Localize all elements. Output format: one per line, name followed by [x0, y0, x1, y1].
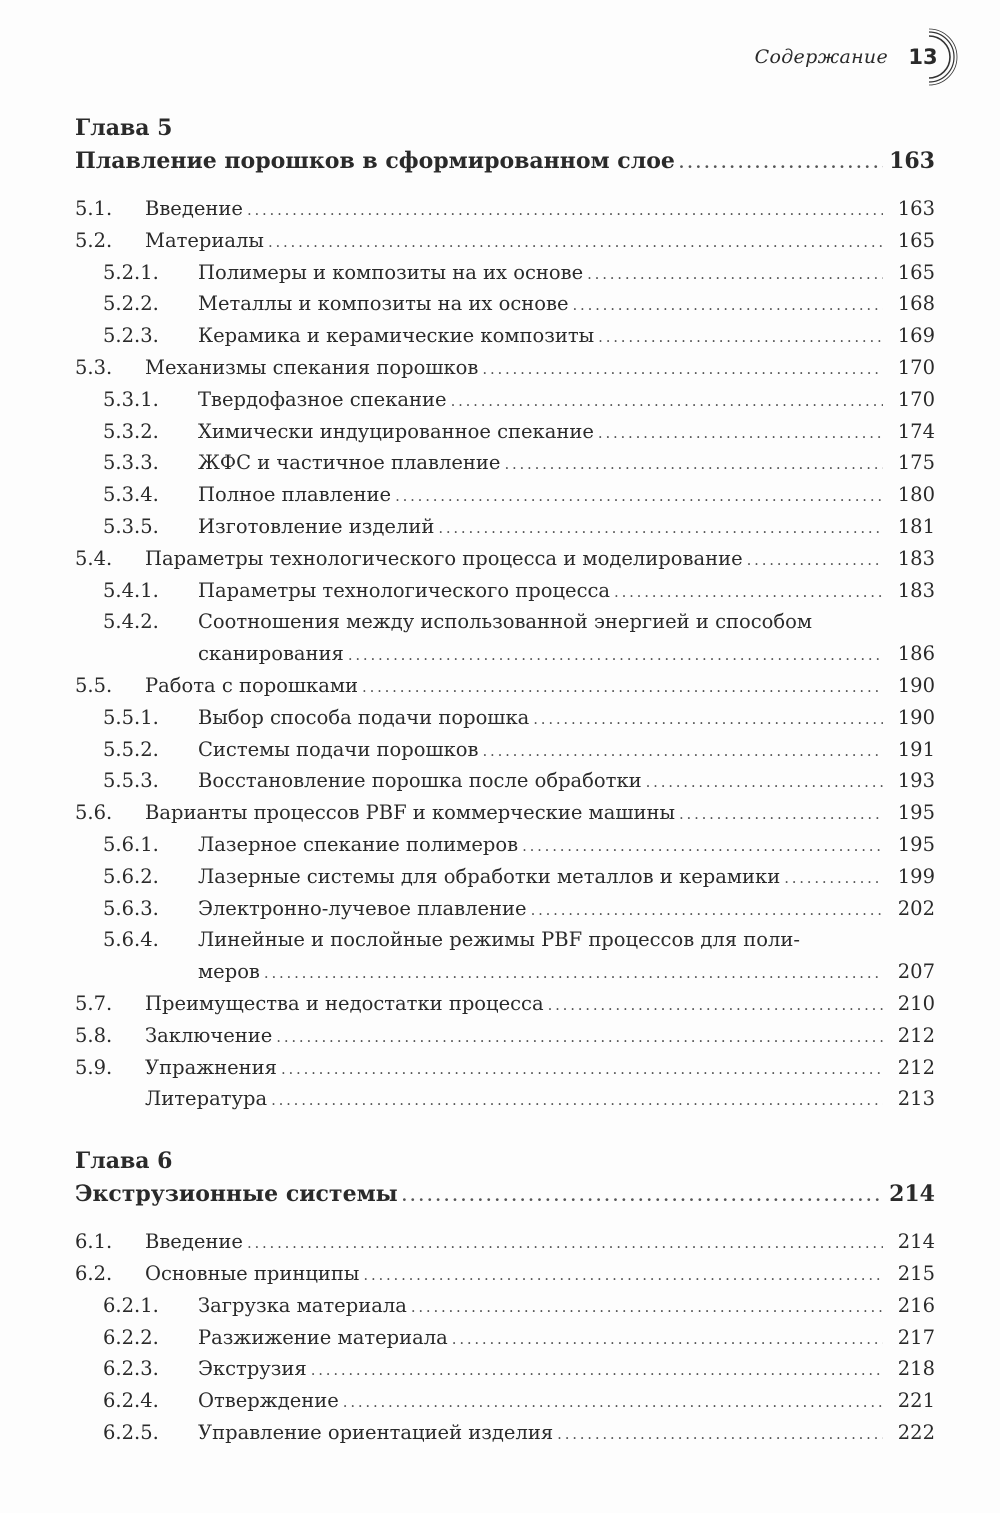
entry-page: 193 — [897, 769, 935, 793]
dot-leader — [411, 1292, 883, 1324]
entry-page: 175 — [897, 451, 935, 475]
toc-entry[interactable] — [75, 829, 935, 861]
entry-number: 5.5. — [75, 673, 113, 697]
entry-page: 168 — [897, 292, 935, 316]
entry-title: Восстановление порошка после обработки — [198, 769, 642, 793]
entry-page: 216 — [897, 1293, 935, 1317]
entry-number: 5.4. — [75, 546, 113, 570]
dot-leader — [747, 545, 883, 577]
dot-leader — [598, 322, 883, 354]
toc-entry[interactable] — [75, 225, 935, 257]
entry-number: 5.3.4. — [103, 483, 159, 507]
dot-leader — [598, 418, 883, 450]
entry-number: 5.3.3. — [103, 451, 159, 475]
page-number-badge — [900, 28, 958, 86]
chapter-5 — [75, 112, 935, 1115]
entry-title: Системы подачи порошков — [198, 737, 479, 761]
toc-entry[interactable] — [75, 511, 935, 543]
entry-page: 190 — [897, 673, 935, 697]
dot-leader — [482, 354, 883, 386]
entry-page: 212 — [897, 1023, 935, 1047]
toc-entry[interactable] — [75, 1020, 935, 1052]
entry-title: Экструзия — [198, 1357, 307, 1381]
entry-page: 180 — [897, 483, 935, 507]
entry-title: Лазерное спекание полимеров — [198, 832, 519, 856]
entry-page: 174 — [897, 419, 935, 443]
dot-leader — [438, 513, 883, 545]
entry-title: Управление ориентацией изделия — [198, 1420, 554, 1444]
entry-title: ЖФС и частичное плавление — [198, 451, 501, 475]
entry-number: 5.6.3. — [103, 896, 159, 920]
chapter-title: Плавление порошков в сформированном слое — [75, 148, 675, 174]
entry-page: 169 — [897, 324, 935, 348]
dot-leader — [587, 259, 883, 291]
dot-leader — [348, 640, 883, 672]
toc-entry[interactable] — [75, 320, 935, 352]
toc-entry[interactable] — [75, 988, 935, 1020]
entry-number: 6.2.1. — [103, 1293, 159, 1317]
entry-number: 5.4.1. — [103, 578, 159, 602]
toc-entry[interactable] — [75, 416, 935, 448]
entry-title: Упражнения — [145, 1055, 277, 1079]
chapter-title-row[interactable] — [75, 145, 935, 178]
entry-title: Параметры технологического процесса — [198, 578, 611, 602]
entry-page: 191 — [897, 737, 935, 761]
entry-number: 5.2.3. — [103, 324, 159, 348]
toc-entry[interactable] — [75, 1258, 935, 1290]
entry-page: 207 — [897, 960, 935, 984]
entry-title: Механизмы спекания порошков — [145, 355, 479, 379]
entry-page: 186 — [897, 642, 935, 666]
dot-leader — [548, 990, 883, 1022]
dot-leader — [679, 147, 883, 180]
dot-leader — [247, 1228, 883, 1260]
entry-title: Химически индуцированное спекание — [198, 419, 594, 443]
entry-number: 5.6.2. — [103, 864, 159, 888]
entry-number: 5.9. — [75, 1055, 113, 1079]
entry-number: 5.5.1. — [103, 705, 159, 729]
toc-entry[interactable] — [75, 1290, 935, 1322]
entry-number: 6.1. — [75, 1230, 113, 1254]
entry-page: 183 — [897, 578, 935, 602]
entry-number: 6.2.3. — [103, 1357, 159, 1381]
toc-entry[interactable] — [75, 1417, 935, 1449]
entry-title: Параметры технологического процесса и моделирование — [145, 546, 743, 570]
chapter-label: Глава 6 — [75, 1148, 173, 1175]
entry-page: 214 — [897, 1230, 935, 1254]
entry-page: 221 — [897, 1389, 935, 1413]
entry-title: Твердофазное спекание — [198, 387, 447, 411]
entry-title: Разжижение материала — [198, 1325, 448, 1349]
dot-leader — [679, 799, 883, 831]
toc-entry[interactable] — [75, 797, 935, 829]
toc-entry[interactable] — [75, 702, 935, 734]
entry-title: Преимущества и недостатки процесса — [145, 991, 544, 1015]
entry-page: 218 — [897, 1357, 935, 1381]
dot-leader — [646, 767, 883, 799]
entry-title: Варианты процессов PBF и коммерческие машины — [145, 801, 675, 825]
entry-page: 195 — [897, 832, 935, 856]
dot-leader — [504, 449, 883, 481]
toc-entry[interactable] — [75, 1226, 935, 1258]
toc-entry[interactable] — [75, 257, 935, 289]
toc-entry[interactable] — [75, 575, 935, 607]
chapter-label: Глава 5 — [75, 115, 173, 141]
entry-title: Соотношения между использованной энергией и способом — [198, 610, 813, 634]
entry-page: 165 — [897, 260, 935, 284]
entry-title: Работа с порошками — [145, 673, 359, 697]
dot-leader — [557, 1419, 883, 1451]
dot-leader — [533, 704, 883, 736]
entry-page: 170 — [897, 387, 935, 411]
toc-entry[interactable] — [75, 1385, 935, 1417]
entry-title: Линейные и послойные режимы PBF процессов для поли- — [198, 928, 800, 952]
dot-leader — [268, 227, 883, 259]
toc-entry[interactable] — [75, 893, 935, 925]
entry-number: 5.3.5. — [103, 514, 159, 538]
entry-page: 170 — [897, 355, 935, 379]
entry-number: 5.6.1. — [103, 832, 159, 856]
entry-title: Литература — [145, 1087, 268, 1111]
entry-number: 5.5.2. — [103, 737, 159, 761]
chapter-page: 163 — [889, 148, 935, 174]
dot-leader — [281, 1054, 883, 1086]
toc-entry-continuation[interactable] — [75, 956, 935, 988]
dot-leader — [452, 1324, 883, 1356]
entry-title: Керамика и керамические композиты — [198, 324, 595, 348]
entry-number: 5.6. — [75, 801, 113, 825]
entry-page: 217 — [897, 1325, 935, 1349]
dot-leader — [395, 481, 883, 513]
entry-number: 6.2. — [75, 1261, 113, 1285]
toc-entry[interactable] — [75, 352, 935, 384]
entry-title: Введение — [145, 1230, 243, 1254]
dot-leader — [483, 736, 883, 768]
entry-page: 165 — [897, 228, 935, 252]
entry-title-continuation: меров — [198, 960, 260, 984]
dot-leader — [451, 386, 883, 418]
entry-number: 5.8. — [75, 1023, 113, 1047]
entry-page: 199 — [897, 864, 935, 888]
entry-page: 210 — [897, 991, 935, 1015]
toc-entry[interactable] — [75, 1322, 935, 1354]
page-header — [755, 28, 958, 86]
entry-title: Введение — [145, 197, 243, 220]
entry-number: 5.3.2. — [103, 419, 159, 443]
toc-entry[interactable] — [75, 384, 935, 416]
entry-title: Загрузка материала — [198, 1293, 407, 1317]
entry-page: 183 — [897, 546, 935, 570]
dot-leader — [522, 831, 883, 863]
toc-entry-continuation[interactable] — [75, 638, 935, 670]
table-of-contents — [75, 112, 935, 1479]
dot-leader — [784, 863, 883, 895]
dot-leader — [311, 1355, 883, 1387]
chapter-page: 214 — [889, 1181, 935, 1208]
entry-number: 5.4.2. — [103, 610, 159, 634]
entry-title: Отверждение — [198, 1389, 339, 1413]
entry-title: Лазерные системы для обработки металлов и керамики — [198, 864, 781, 888]
dot-leader — [276, 1022, 883, 1054]
entry-title: Электронно-лучевое плавление — [198, 896, 527, 920]
entry-number: 5.2.1. — [103, 260, 159, 284]
toc-entry[interactable] — [75, 1353, 935, 1385]
entry-title: Полное плавление — [198, 483, 392, 507]
dot-leader — [614, 577, 883, 609]
entry-title-continuation: сканирования — [198, 642, 344, 666]
entry-title: Материалы — [145, 228, 264, 252]
entry-number: 5.2.2. — [103, 292, 159, 316]
entry-number: 5.2. — [75, 228, 113, 252]
entry-page: 202 — [897, 896, 935, 920]
entry-number: 5.6.4. — [103, 928, 159, 952]
entry-title: Изготовление изделий — [198, 514, 435, 538]
toc-entry[interactable] — [75, 765, 935, 797]
dot-leader — [402, 1180, 883, 1213]
entry-title: Металлы и композиты на их основе — [198, 292, 569, 316]
toc-entry[interactable] — [75, 924, 935, 956]
dot-leader — [362, 672, 883, 704]
entry-number: 5.7. — [75, 991, 113, 1015]
entry-number: 5.5.3. — [103, 769, 159, 793]
toc-entry[interactable] — [75, 670, 935, 702]
entry-page: 212 — [897, 1055, 935, 1079]
entry-number: 6.2.2. — [103, 1325, 159, 1349]
dot-leader — [573, 290, 883, 322]
toc-entry[interactable] — [75, 1052, 935, 1084]
entry-number: 5.3. — [75, 355, 113, 379]
entry-title: Выбор способа подачи порошка — [198, 705, 530, 729]
entry-page: 213 — [897, 1087, 935, 1111]
entry-number: 6.2.5. — [103, 1420, 159, 1444]
entry-page: 215 — [897, 1261, 935, 1285]
dot-leader — [343, 1387, 883, 1419]
running-head: Содержание — [754, 46, 888, 68]
dot-leader — [363, 1260, 883, 1292]
entry-title: Основные принципы — [145, 1261, 360, 1285]
toc-entry[interactable] — [75, 193, 935, 225]
entry-page: 181 — [897, 514, 935, 538]
toc-entry[interactable] — [75, 288, 935, 320]
entry-title: Заключение — [145, 1023, 273, 1047]
entry-page: 222 — [897, 1420, 935, 1444]
toc-entry[interactable] — [75, 447, 935, 479]
entry-number: 5.3.1. — [103, 387, 159, 411]
dot-leader — [271, 1085, 883, 1117]
toc-entry-literature[interactable] — [75, 1083, 935, 1115]
dot-leader — [264, 958, 883, 990]
toc-entry[interactable] — [75, 734, 935, 766]
entry-title: Полимеры и композиты на их основе — [198, 260, 584, 284]
dot-leader — [247, 195, 883, 227]
page-number: 13 — [908, 45, 938, 69]
entry-page: 195 — [897, 801, 935, 825]
dot-leader — [531, 895, 883, 927]
toc-entry[interactable] — [75, 543, 935, 575]
toc-entry[interactable] — [75, 606, 935, 638]
chapter-6 — [75, 1145, 935, 1449]
entry-number: 6.2.4. — [103, 1389, 159, 1413]
toc-entry[interactable] — [75, 479, 935, 511]
toc-entry[interactable] — [75, 861, 935, 893]
chapter-title: Экструзионные системы — [75, 1181, 398, 1208]
entry-page: 163 — [897, 197, 935, 220]
entry-page: 190 — [897, 705, 935, 729]
chapter-title-row[interactable] — [75, 1178, 935, 1211]
entry-number: 5.1. — [75, 197, 113, 220]
